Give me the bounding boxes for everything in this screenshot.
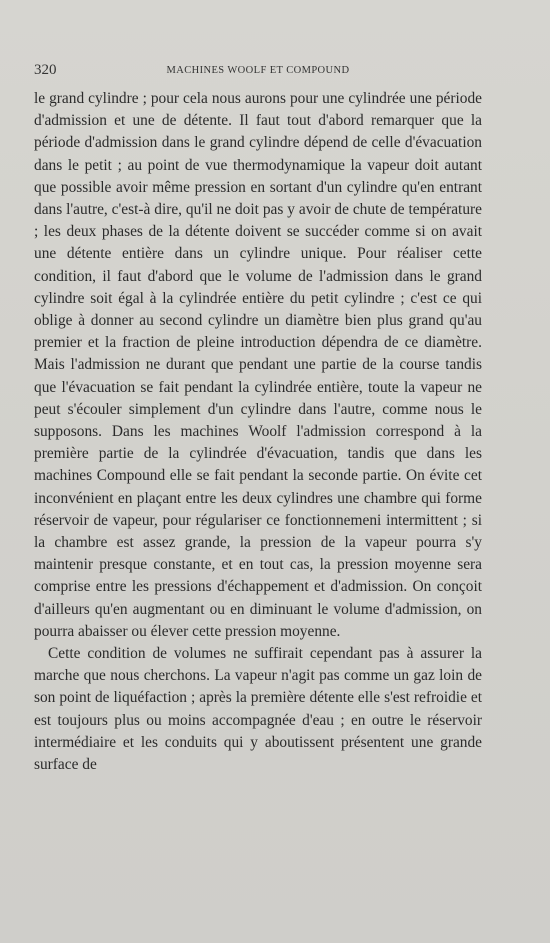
- running-title: MACHINES WOOLF ET COMPOUND: [166, 65, 350, 76]
- page-header: [34, 62, 482, 82]
- paragraph-2: Cette condition de volumes ne suffirait cependant pas à assurer la marche que nous cherchons. La vapeur n'agit pas comme un gaz loin de son point de liquéfaction ; après la première détente elle s'est refroidie et est toujours plus ou moins accompagnée d'eau ; en outre le réservoir intermédiaire et les conduits qui y aboutissent présentent une grande surface de: [34, 645, 482, 774]
- body-text: [34, 88, 482, 776]
- paragraph-1: le grand cylindre ; pour cela nous aurons pour une cylindrée une période d'admission et une de détente. Il faut tout d'abord remarquer que la période d'admission dans le grand cylindre dépend de celle d'évacuation dans le petit ; au point de vue thermodynamique la vapeur doit autant que possible avoir même pression en sortant d'un cylindre qu'en entrant dans l'autre, c'est-à dire, qu'il ne doit pas y avoir de chute de température ; les deux phases de la détente doivent se succéder comme si on avait une détente entière dans un cylindre unique. Pour réaliser cette condition, il faut d'abord que le volume de l'admission dans le grand cylindre soit égal à la cylindrée entière du petit cylindre ; c'est ce qui oblige à donner au second cylindre un diamètre bien plus grand qu'au premier et la fraction de pleine introduction dépendra de ce diamètre. Mais l'admission ne durant que pendant une partie de la course tandis que l'évacuation se fait pendant la cylindrée entière, toute la vapeur ne peut s'écouler simplement d'un cylindre dans l'autre, comme nous le supposons. Dans les machines Woolf l'admission correspond à la première partie de la cylindrée d'évacuation, tandis que dans les machines Compound elle se fait pendant la seconde partie. On évite cet inconvénient en plaçant entre les deux cylindres une chambre qui forme réservoir de vapeur, pour régulariser ce fonctionnemeni intermittent ; si la chambre est assez grande, la pression de la vapeur pourra s'y maintenir presque constante, et en tout cas, la pression moyenne sera comprise entre les pressions d'échappement et d'admission. On conçoit d'ailleurs qu'en augmentant ou en diminuant le volume d'admission, on pourra abaisser ou élever cette pression moyenne.: [34, 90, 482, 640]
- page-number: 320: [34, 62, 57, 78]
